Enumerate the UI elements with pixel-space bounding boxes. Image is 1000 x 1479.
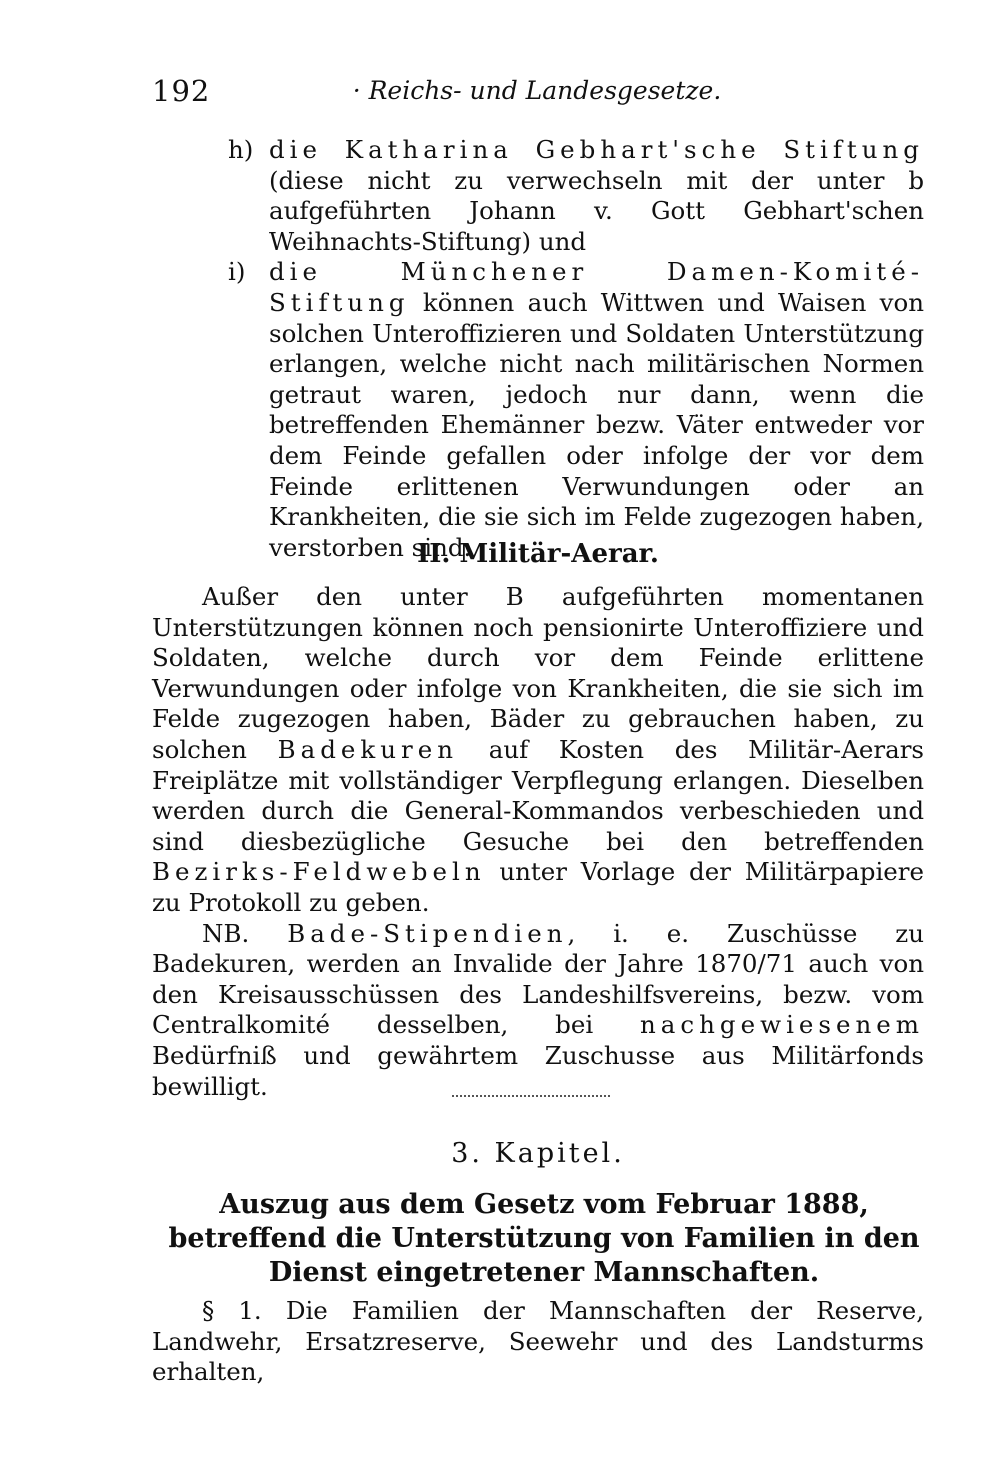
list-marker: h) bbox=[228, 135, 254, 164]
running-title: · Reichs- und Landesgesetze. bbox=[352, 76, 722, 105]
paragraph-text: auf Kosten des Militär-Aerars Freiplätze mit vollständiger Verpflegung erlangen. Dieselben werden durch die General-Kommandos verbeschieden und sind diesbezügliche Gesuche bei den betreffenden bbox=[152, 734, 924, 856]
emphasis-bade-stipendien: Bade-Stipendien bbox=[287, 918, 568, 948]
list-item-i bbox=[152, 257, 924, 563]
emphasis-bezirks-feldwebeln: Bezirks-Feldwebeln bbox=[152, 857, 486, 887]
paragraph-text: Die Familien der Mannschaften der Reserve, Landwehr, Ersatzreserve, Seewehr und des Landsturms erhalten, bbox=[152, 1296, 925, 1387]
paragraph-text: , i. e. Zuschüsse zu Badekuren, werden an Invalide der Jahre 1870/71 auch von den Kreisausschüssen des Landeshilfsvereins, bezw. vom Centralkomité desselben, bei bbox=[152, 918, 924, 1040]
foundation-name: die Münchener Damen-Komité-Stiftung bbox=[269, 257, 924, 317]
running-header bbox=[152, 74, 922, 114]
list-marker: i) bbox=[228, 257, 246, 287]
list-item-text: können auch Wittwen und Waisen von solchen Unteroffizieren und Soldaten Unterstützung erlangen, welche nicht nach militärischen Normen getraut waren, jedoch nur dann, wenn die betreffenden Ehemänner bezw. Väter entweder vor dem Feinde gefallen oder infolge der vor dem Feinde erlittenen Verwundungen oder an Krankheiten, die sie sich im Felde zugezogen haben, verstorben sind. bbox=[269, 287, 924, 562]
list-item-text: (diese nicht zu verwechseln mit der unter b aufgeführten Johann v. Gott Gebhart'schen Weihnachts-Stiftung) und bbox=[269, 165, 924, 256]
paragraph-section-1 bbox=[152, 1296, 924, 1388]
section-heading: II. Militär-Aerar. bbox=[417, 539, 659, 569]
enumerated-list bbox=[152, 135, 924, 563]
foundation-name: die Katharina Gebhart'sche Stiftung bbox=[269, 135, 924, 164]
list-item-h bbox=[152, 135, 924, 257]
section-1 bbox=[152, 1296, 924, 1388]
paragraph-text: NB. bbox=[202, 918, 288, 948]
page-number: 192 bbox=[152, 74, 211, 108]
law-title: Auszug aus dem Gesetz vom Februar 1888, betreffend die Unterstützung von Familien in den Dienst eingetretener Mannschaften. bbox=[168, 1189, 920, 1288]
emphasis-badekuren: Badekuren bbox=[277, 734, 459, 764]
chapter-heading: 3. Kapitel. bbox=[451, 1138, 625, 1169]
section-label: § 1. bbox=[202, 1296, 262, 1325]
paragraph-text: unter Vorlage der Militärpapiere zu Protokoll zu geben. bbox=[152, 857, 924, 917]
body-text bbox=[152, 582, 924, 1102]
paragraph-nb bbox=[152, 919, 924, 1103]
emphasis-nachgewiesenem: nachgewiesenem bbox=[640, 1010, 924, 1040]
paragraph-text: Bedürfniß und gewährtem Zuschusse aus Militärfonds bewilligt. bbox=[152, 1040, 924, 1101]
paragraph-text: Außer den unter B aufgeführten momentanen Unterstützungen können noch pensionirte Unteroffiziere und Soldaten, welche durch vor dem Feinde erlittene Verwundungen oder infolge von Krankheiten, die sie sich im Felde zugezogen haben, Bäder zu gebrauchen haben, zu solchen bbox=[152, 582, 924, 764]
paragraph-military-aerar bbox=[152, 582, 924, 919]
section-divider bbox=[452, 1095, 610, 1097]
